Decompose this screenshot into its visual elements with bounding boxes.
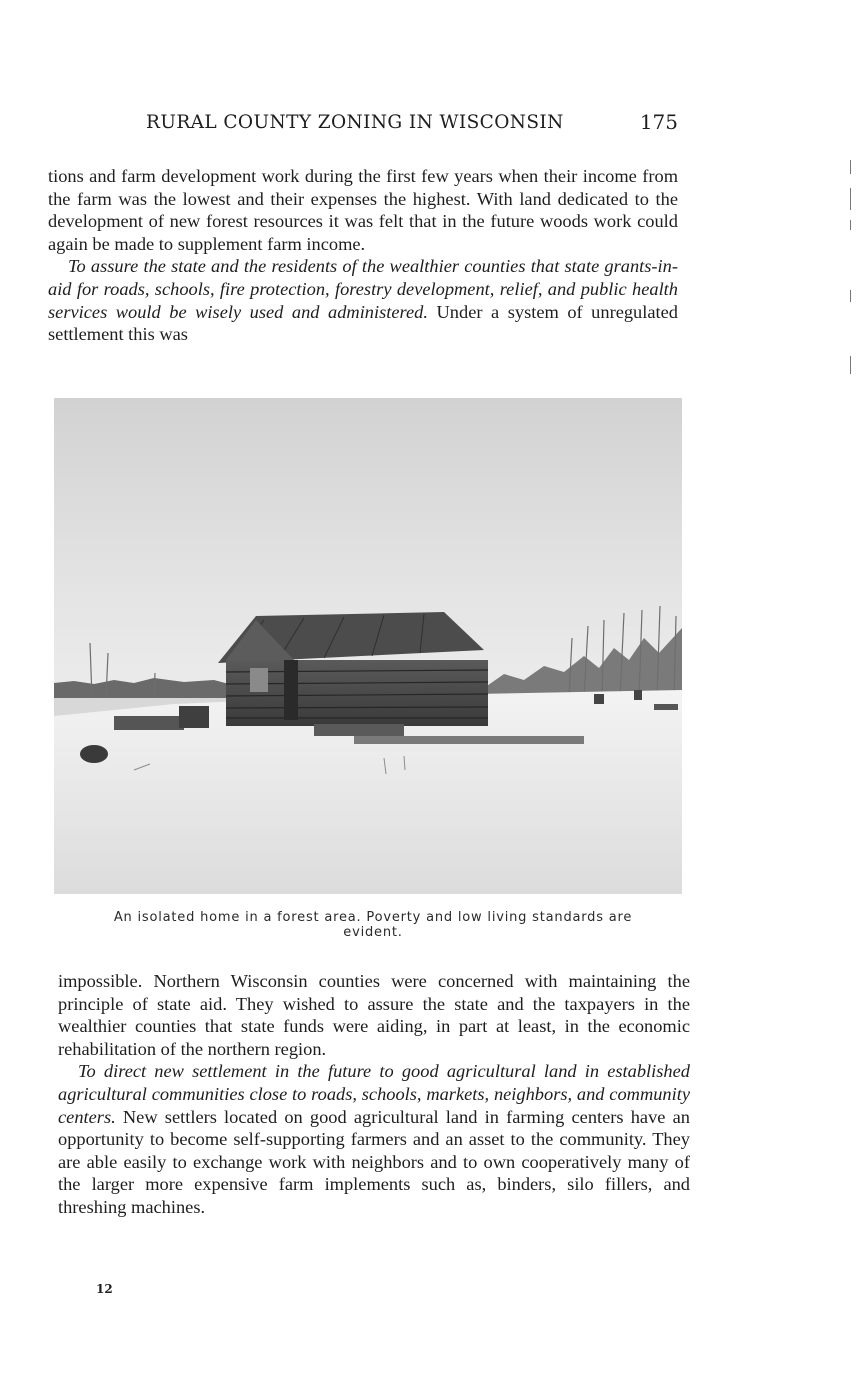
scan-edge-marks (850, 160, 854, 380)
signature-mark: 12 (96, 1282, 113, 1296)
paragraph: impossible. Northern Wisconsin counties were concerned with maintaining the principle of state aid. They wished to assure the state and the taxpayers in the wealthier counties that state funds were aiding, in part at least, in the economic rehabilitation of the northern region. (58, 971, 690, 1059)
running-header (48, 112, 678, 140)
paragraph: tions and farm development work during the first few years when their income from the farm was the lowest and their expenses the highest. With land dedicated to the development of new forest resources it was felt that in the future woods work could again be made to supplement farm income. (48, 166, 678, 254)
scan-mark (850, 188, 851, 210)
running-title: RURAL COUNTY ZONING IN WISCONSIN (146, 112, 564, 133)
paragraph (48, 255, 678, 345)
italic-statement: To assure the state and the residents of the wealthier counties that state grants-in-aid for roads, schools, fire protection, forestry development, relief, and public health services would be wisely used and administered. (48, 256, 678, 322)
paragraph-continuation: New settlers located on good agricultural land in farming centers have an opportunity to become self-supporting farmers and an asset to the community. They are able easily to exchange work with neighbors and to own cooperatively many of the larger more expensive farm implements such as, binders, silo fillers, and threshing machines. (58, 1106, 690, 1217)
photograph-image (54, 398, 682, 894)
text-block-bottom (58, 970, 690, 1219)
paragraph-continuation: Under a system of unregulated settlement this was (48, 301, 678, 345)
photograph-cabin-in-snow (54, 398, 682, 894)
page-number: 175 (639, 110, 678, 134)
paragraph (58, 1060, 690, 1218)
italic-statement: To direct new settlement in the future to good agricultural land in established agricultural communities close to roads, schools, markets, neighbors, and community centers. (58, 1061, 690, 1127)
text-block-top (48, 165, 678, 346)
scan-mark (850, 290, 851, 302)
scan-mark (850, 356, 851, 374)
figure-caption: An isolated home in a forest area. Poverty and low living standards are evident. (113, 910, 633, 940)
scan-mark (850, 160, 851, 174)
scan-mark (850, 220, 851, 230)
